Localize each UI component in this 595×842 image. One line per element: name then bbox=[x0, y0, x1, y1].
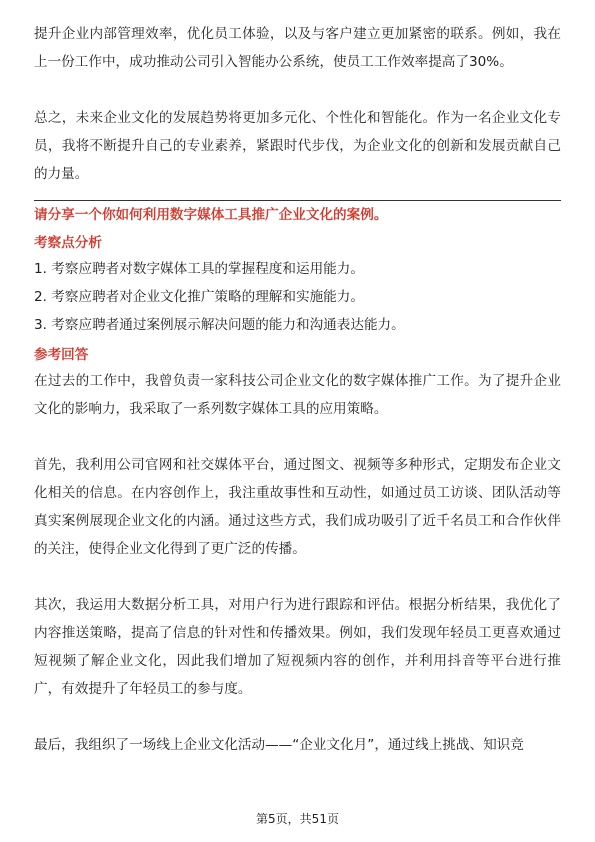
section-divider bbox=[34, 200, 561, 201]
analysis-item: 3. 考察应聘者通过案例展示解决问题的能力和沟通表达能力。 bbox=[34, 317, 405, 333]
document-page bbox=[34, 20, 561, 759]
analysis-list bbox=[34, 255, 561, 339]
intro-paragraph-2: 总之，未来企业文化的发展趋势将更加多元化、个性化和智能化。作为一名企业文化专员，我将不断提升自己的专业素养，紧跟时代步伐，为企业文化的创新和发展贡献自己的力量。 bbox=[34, 110, 561, 182]
answer-paragraph-3: 其次，我运用大数据分析工具，对用户行为进行跟踪和评估。根据分析结果，我优化了内容推送策略，提高了信息的针对性和传播效果。例如，我们发现年轻员工更喜欢通过短视频了解企业文化，因此我们增加了短视频内容的创作，并利用抖音等平台进行推广，有效提升了年轻员工的参与度。 bbox=[34, 597, 561, 697]
answer-paragraph-1: 在过去的工作中，我曾负责一家科技公司企业文化的数字媒体推广工作。为了提升企业文化的影响力，我采取了一系列数字媒体工具的应用策略。 bbox=[34, 373, 561, 417]
answer-heading: 参考回答 bbox=[34, 347, 89, 363]
page-footer: 第5页，共51页 bbox=[256, 812, 339, 826]
analysis-item: 1. 考察应聘者对数字媒体工具的掌握程度和运用能力。 bbox=[34, 261, 364, 277]
analysis-item: 2. 考察应聘者对企业文化推广策略的理解和实施能力。 bbox=[34, 289, 364, 305]
answer-paragraph-4: 最后，我组织了一场线上企业文化活动——“企业文化月”，通过线上挑战、知识竞 bbox=[34, 737, 524, 753]
answer-paragraph-2: 首先，我利用公司官网和社交媒体平台，通过图文、视频等多种形式，定期发布企业文化相关的信息。在内容创作上，我注重故事性和互动性，如通过员工访谈、团队活动等真实案例展现企业文化的内涵。通过这些方式，我们成功吸引了近千名员工和合作伙伴的关注，使得企业文化得到了更广泛的传播。 bbox=[34, 457, 561, 557]
question-title: 请分享一个你如何利用数字媒体工具推广企业文化的案例。 bbox=[34, 207, 388, 223]
analysis-heading: 考察点分析 bbox=[34, 235, 102, 251]
intro-paragraph-1: 提升企业内部管理效率，优化员工体验，以及与客户建立更加紧密的联系。例如，我在上一份工作中，成功推动公司引入智能办公系统，使员工工作效率提高了30%。 bbox=[34, 26, 561, 70]
